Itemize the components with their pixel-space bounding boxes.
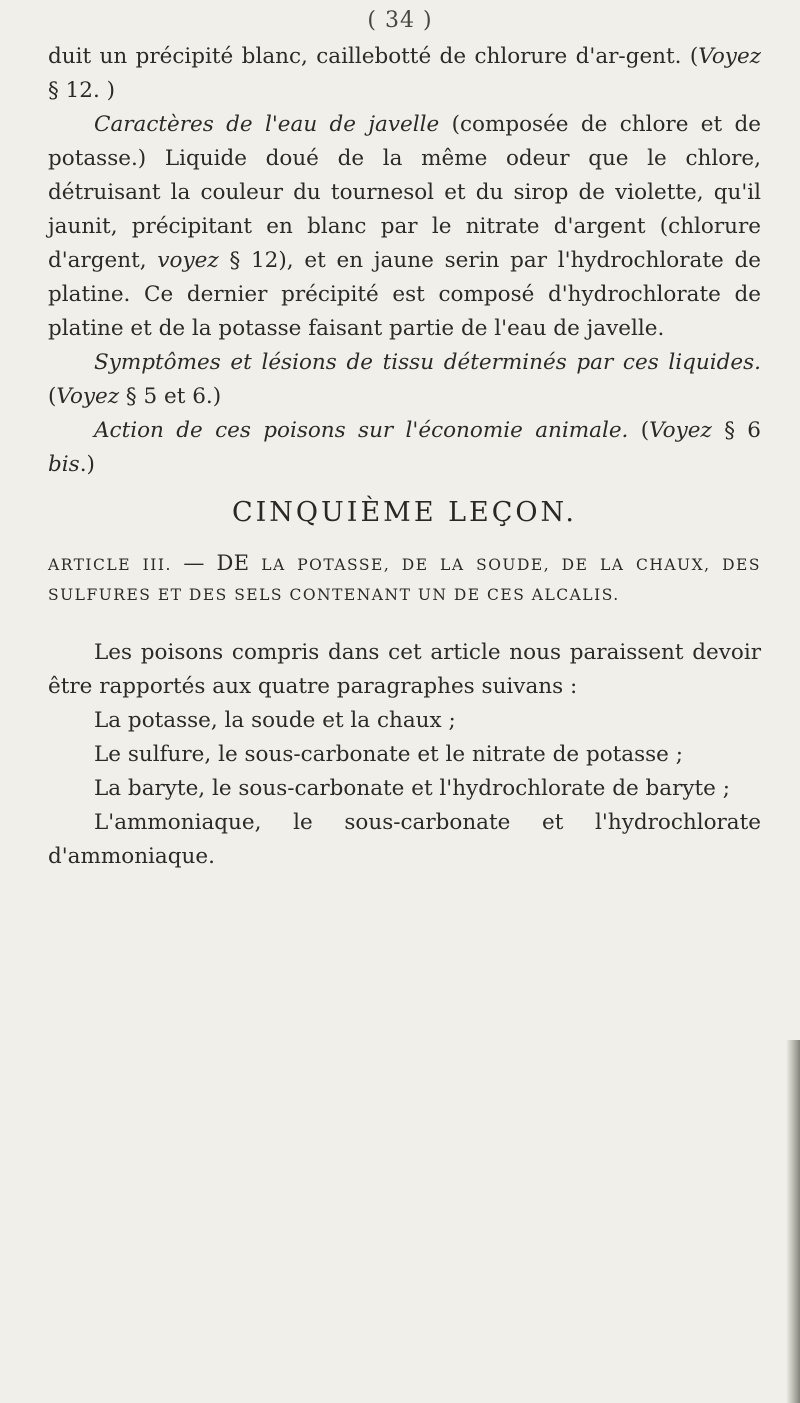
paragraph-text: (: [628, 418, 650, 443]
paragraph-text: (: [48, 384, 57, 409]
reference-voyez: Voyez: [649, 418, 712, 443]
reference-voyez: voyez: [157, 248, 219, 273]
article-heading-text: LA POTASSE, DE LA SOUDE, DE LA CHAUX, DES SULFURES ET DES SELS CONTENANT UN DE CES ALCALIS.: [48, 556, 761, 604]
paragraph-intro: Les poisons compris dans cet article nous paraissent devoir être rapportés aux quatre paragraphes suivans :: [48, 640, 761, 699]
reference-close: .): [79, 452, 95, 477]
page-number: ( 34 ): [367, 8, 433, 33]
reference-section: § 12. ): [48, 78, 115, 103]
section-title-action: Action de ces poisons sur l'économie animale.: [94, 418, 629, 443]
paragraph-text: § 12), et en jaune serin par l'hydrochlorate de platine. Ce dernier précipité est composé d'hydrochlorate de platine et de la potasse faisant partie de l'eau de javelle.: [48, 248, 761, 341]
paragraph-eau-de-javelle: [48, 108, 761, 346]
paragraph-continuation-text: duit un précipité blanc, caillebotté de chlorure d'ar-gent. (: [48, 44, 699, 69]
reference-voyez: Voyez: [56, 384, 120, 409]
list-item: La potasse, la soude et la chaux ;: [94, 708, 456, 733]
section-title-symptomes: Symptômes et lésions de tissu déterminés par ces liquides.: [94, 350, 761, 375]
reference-section: § 6: [711, 418, 761, 443]
list-item: La baryte, le sous-carbonate et l'hydrochlorate de baryte ;: [94, 776, 730, 801]
article-label: ARTICLE: [48, 556, 132, 574]
page-text: [48, 40, 761, 874]
page-edge-shadow: [786, 1040, 800, 1403]
list-item: Le sulfure, le sous-carbonate et le nitrate de potasse ;: [94, 742, 683, 767]
paragraph-continuation: [48, 40, 761, 108]
article-heading: [48, 548, 761, 610]
paragraph-text: (composée de chlore et de potasse.) Liquide doué de la même odeur que le chlore, détruisant la couleur du tournesol et du sirop de violette, qu'il jaunit, précipitant en blanc par le nitrate d'argent (chlorure d'argent,: [48, 112, 761, 273]
paragraph-symptomes: [48, 346, 761, 414]
reference-voyez: Voyez: [698, 44, 761, 69]
lesson-title: CINQUIÈME LEÇON.: [231, 497, 578, 528]
article-dash: —: [183, 551, 205, 575]
article-de: DE: [216, 551, 250, 575]
reference-section: § 5 et 6.): [119, 384, 222, 409]
list-item: L'ammoniaque, le sous-carbonate et l'hydrochlorate d'ammoniaque.: [48, 810, 761, 869]
section-title-eau-de-javelle: Caractères de l'eau de javelle: [94, 112, 440, 137]
article-number: III.: [142, 556, 172, 574]
paragraph-action: [48, 414, 761, 482]
reference-bis: bis: [48, 452, 80, 477]
